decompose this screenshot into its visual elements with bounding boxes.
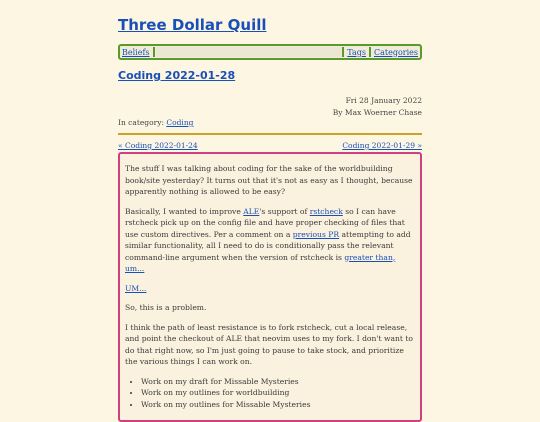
previous-pr-link[interactable]: previous PR bbox=[292, 229, 340, 239]
post-title-link[interactable]: Coding 2022-01-28 bbox=[118, 69, 236, 82]
paragraph: So, this is a problem. bbox=[125, 303, 207, 312]
paragraph bbox=[125, 283, 415, 295]
text-span: 's support of bbox=[259, 206, 310, 216]
list-item: • Work on my outlines for Missable Mysteries bbox=[141, 399, 415, 411]
post-author: By Max Woerner Chase bbox=[332, 108, 422, 117]
list-item: • Work on my outlines for worldbuilding bbox=[141, 387, 415, 399]
greater-than-link[interactable]: greater than, um... bbox=[125, 252, 396, 273]
text-span: so I can have rstcheck pick up on the config file and have proper checking of files that use custom directives. Per a comment on a bbox=[125, 206, 405, 239]
post-category bbox=[118, 118, 193, 127]
text-span: attempting to add similar functionality, all I need to do is conditionally pass the relevant command-line argument when the version of rstcheck is bbox=[125, 229, 411, 262]
category-label: In category: bbox=[118, 118, 164, 127]
prev-post-link[interactable]: « Coding 2022-01-24 bbox=[118, 141, 198, 150]
nav-separator bbox=[342, 47, 344, 57]
list-item: • Work on my draft for Missable Mysteries bbox=[141, 376, 415, 388]
um-link[interactable]: UM... bbox=[125, 283, 147, 293]
paragraph: The stuff I was talking about coding for the sake of the worldbuilding book/site yesterday? It turns out that it's not as easy as I thought, because apparently nothing is allowed to be easy? bbox=[125, 164, 413, 196]
divider bbox=[118, 133, 422, 135]
rstcheck-link[interactable]: rstcheck bbox=[309, 206, 343, 216]
post-content bbox=[118, 152, 422, 422]
nav-beliefs-link[interactable]: Beliefs bbox=[122, 47, 150, 57]
post-meta bbox=[333, 95, 422, 119]
site-title-link[interactable]: Three Dollar Quill bbox=[118, 16, 267, 34]
nav-separator bbox=[153, 47, 155, 57]
category-link[interactable]: Coding bbox=[166, 118, 194, 127]
text-span: Basically, I wanted to improve bbox=[125, 206, 244, 216]
nav-categories-link[interactable]: Categories bbox=[374, 47, 418, 57]
nav-separator bbox=[369, 47, 371, 57]
next-post-link[interactable]: Coding 2022-01-29 » bbox=[342, 141, 422, 150]
paragraph bbox=[125, 206, 415, 275]
nav-bar bbox=[118, 44, 422, 60]
nav-tags-link[interactable]: Tags bbox=[347, 47, 366, 57]
post-date: Fri 28 January 2022 bbox=[345, 96, 422, 105]
ale-link[interactable]: ALE bbox=[243, 206, 260, 216]
nav-spacer bbox=[156, 47, 342, 57]
paragraph: I think the path of least resistance is to fork rstcheck, cut a local release, and point the checkout of ALE that neovim uses to my fork. I don't want to do that right now, so I'm just going to pause to take stock, and prioritize the various things I can work on. bbox=[125, 322, 413, 366]
